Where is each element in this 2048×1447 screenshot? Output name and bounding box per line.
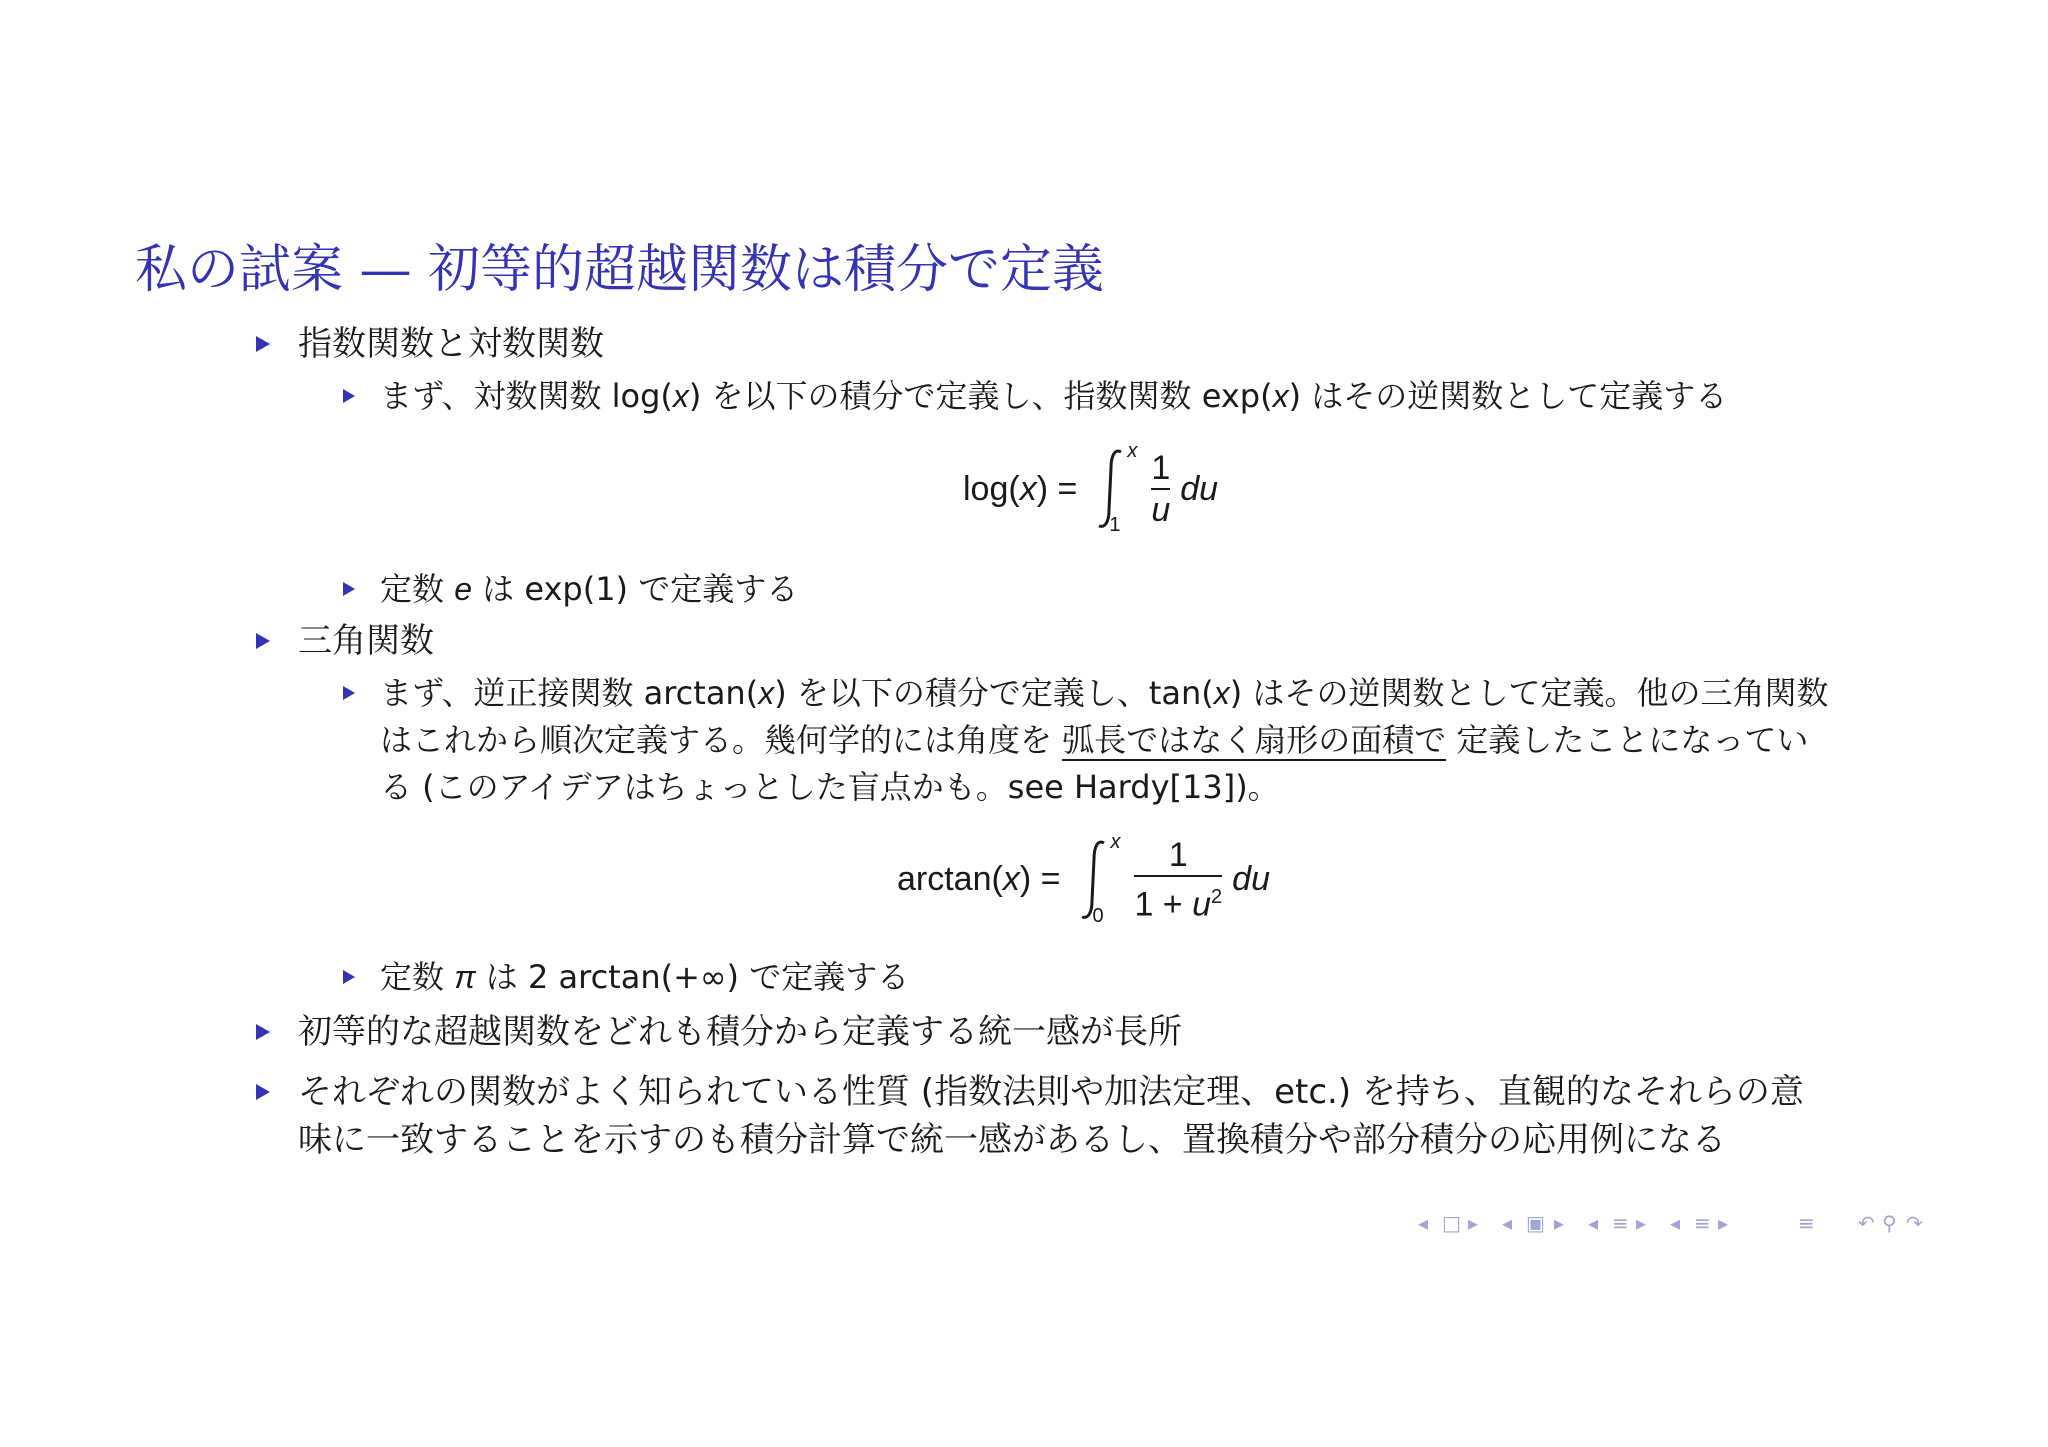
bullet-triangle-icon <box>343 686 355 700</box>
text: ) を以下の積分で定義し、指数関数 exp( <box>688 377 1273 415</box>
prev-icon[interactable]: ◂ <box>1670 1211 1681 1235</box>
forward-icon[interactable]: ↷ <box>1906 1211 1923 1235</box>
exponent: 2 <box>1211 886 1223 908</box>
integral-sign <box>1074 830 1121 927</box>
var-x: x <box>1002 860 1020 899</box>
lhs <box>963 470 1077 509</box>
lhs-close: ) = <box>1036 469 1078 508</box>
denominator <box>1134 877 1222 924</box>
differential: du <box>1180 469 1219 508</box>
text: まず、対数関数 log( <box>380 377 673 415</box>
search-icon[interactable]: ⚲ <box>1882 1211 1897 1235</box>
bullet-triangle-icon <box>343 970 355 984</box>
section-icon[interactable]: ≡ <box>1612 1211 1629 1235</box>
equation-log <box>963 440 1219 536</box>
numerator: 1 <box>1151 449 1171 487</box>
bullet-trig <box>298 617 434 665</box>
bullet-properties <box>298 1068 1818 1164</box>
text: ) はその逆関数として定義する <box>1288 377 1728 415</box>
integral-sign <box>1091 440 1138 536</box>
doc-icon[interactable]: ≡ <box>1694 1211 1711 1235</box>
section-heading: 三角関数 <box>298 621 434 661</box>
lhs <box>897 860 1060 899</box>
subbullet-arctan-def <box>380 670 1835 811</box>
den-const: 1 + <box>1134 885 1193 924</box>
underlined-phrase: 弧長ではなく扇形の面積で <box>1062 721 1447 759</box>
bullet-triangle-icon <box>343 582 355 596</box>
bullet-triangle-icon <box>256 1084 270 1100</box>
var-x: x <box>1272 378 1289 414</box>
bullet-advantage <box>298 1008 1182 1056</box>
point-text: それぞれの関数がよく知られている性質 (指数法則や加法定理、etc.) を持ち、直観的なそれらの意味に一致することを示すのも積分計算で統一感があるし、置換積分や部分積分の応用例になる <box>298 1072 1804 1160</box>
bullet-triangle-icon <box>256 633 270 649</box>
var-x: x <box>758 675 775 711</box>
lhs-func: arctan( <box>897 860 1003 899</box>
lhs-func: log( <box>963 469 1020 508</box>
subbullet-e-def <box>380 566 798 613</box>
const-e: e <box>454 571 472 607</box>
bullet-triangle-icon <box>256 336 270 352</box>
var-x: x <box>1019 469 1037 508</box>
subbullet-pi-def <box>380 954 909 1001</box>
text: まず、逆正接関数 arctan( <box>380 674 759 712</box>
back-icon[interactable]: ↶ <box>1858 1211 1875 1235</box>
text: 定数 <box>380 570 455 608</box>
var-x: x <box>1213 675 1230 711</box>
text: 定義したことになっている (このアイデアはちょっとした盲点かも。see Hardy[13])。 <box>380 721 1809 806</box>
prev-section-icon[interactable]: ◂ <box>1588 1211 1599 1235</box>
section-heading: 指数関数と対数関数 <box>298 324 604 364</box>
var-u: u <box>1192 885 1212 924</box>
equation-arctan <box>897 830 1270 927</box>
text: 定数 <box>380 958 455 996</box>
text: は exp(1) で定義する <box>471 570 799 608</box>
denominator: u <box>1151 491 1171 529</box>
point-text: 初等的な超越関数をどれも積分から定義する統一感が長所 <box>298 1012 1182 1052</box>
next-subsection-icon[interactable]: ▸ <box>1554 1211 1565 1235</box>
text: ) はその逆関数として定義。他の三角関数はこれから順次定義する。幾何学的には角度を <box>380 674 1829 759</box>
fraction <box>1151 448 1170 530</box>
lhs-close: ) = <box>1019 860 1061 899</box>
lower-limit: 0 <box>1092 904 1104 927</box>
frame-icon[interactable]: □ <box>1442 1211 1461 1235</box>
subbullet-log-def <box>380 373 1727 420</box>
subsection-icon[interactable]: ▣ <box>1526 1211 1545 1235</box>
next-frame-icon[interactable]: ▸ <box>1468 1211 1479 1235</box>
fraction <box>1134 835 1222 924</box>
bullet-exp-log <box>298 320 604 368</box>
differential: du <box>1232 860 1270 899</box>
var-x: x <box>672 378 689 414</box>
text: ) を以下の積分で定義し、tan( <box>774 674 1214 712</box>
numerator: 1 <box>1168 836 1188 874</box>
next-icon[interactable]: ▸ <box>1718 1211 1729 1235</box>
lower-limit: 1 <box>1109 514 1121 536</box>
bullet-triangle-icon <box>343 389 355 403</box>
upper-limit: x <box>1127 440 1138 462</box>
upper-limit: x <box>1110 830 1121 853</box>
equals-icon[interactable]: ≡ <box>1798 1211 1815 1235</box>
bullet-triangle-icon <box>256 1024 270 1040</box>
text: は 2 arctan(+∞) で定義する <box>475 958 910 996</box>
navigation-bar <box>1418 1210 1938 1236</box>
next-section-icon[interactable]: ▸ <box>1636 1211 1647 1235</box>
slide-title: 私の試案 — 初等的超越関数は積分で定義 <box>135 240 1105 300</box>
prev-frame-icon[interactable]: ◂ <box>1418 1211 1429 1235</box>
const-pi: π <box>454 959 476 995</box>
prev-subsection-icon[interactable]: ◂ <box>1502 1211 1513 1235</box>
